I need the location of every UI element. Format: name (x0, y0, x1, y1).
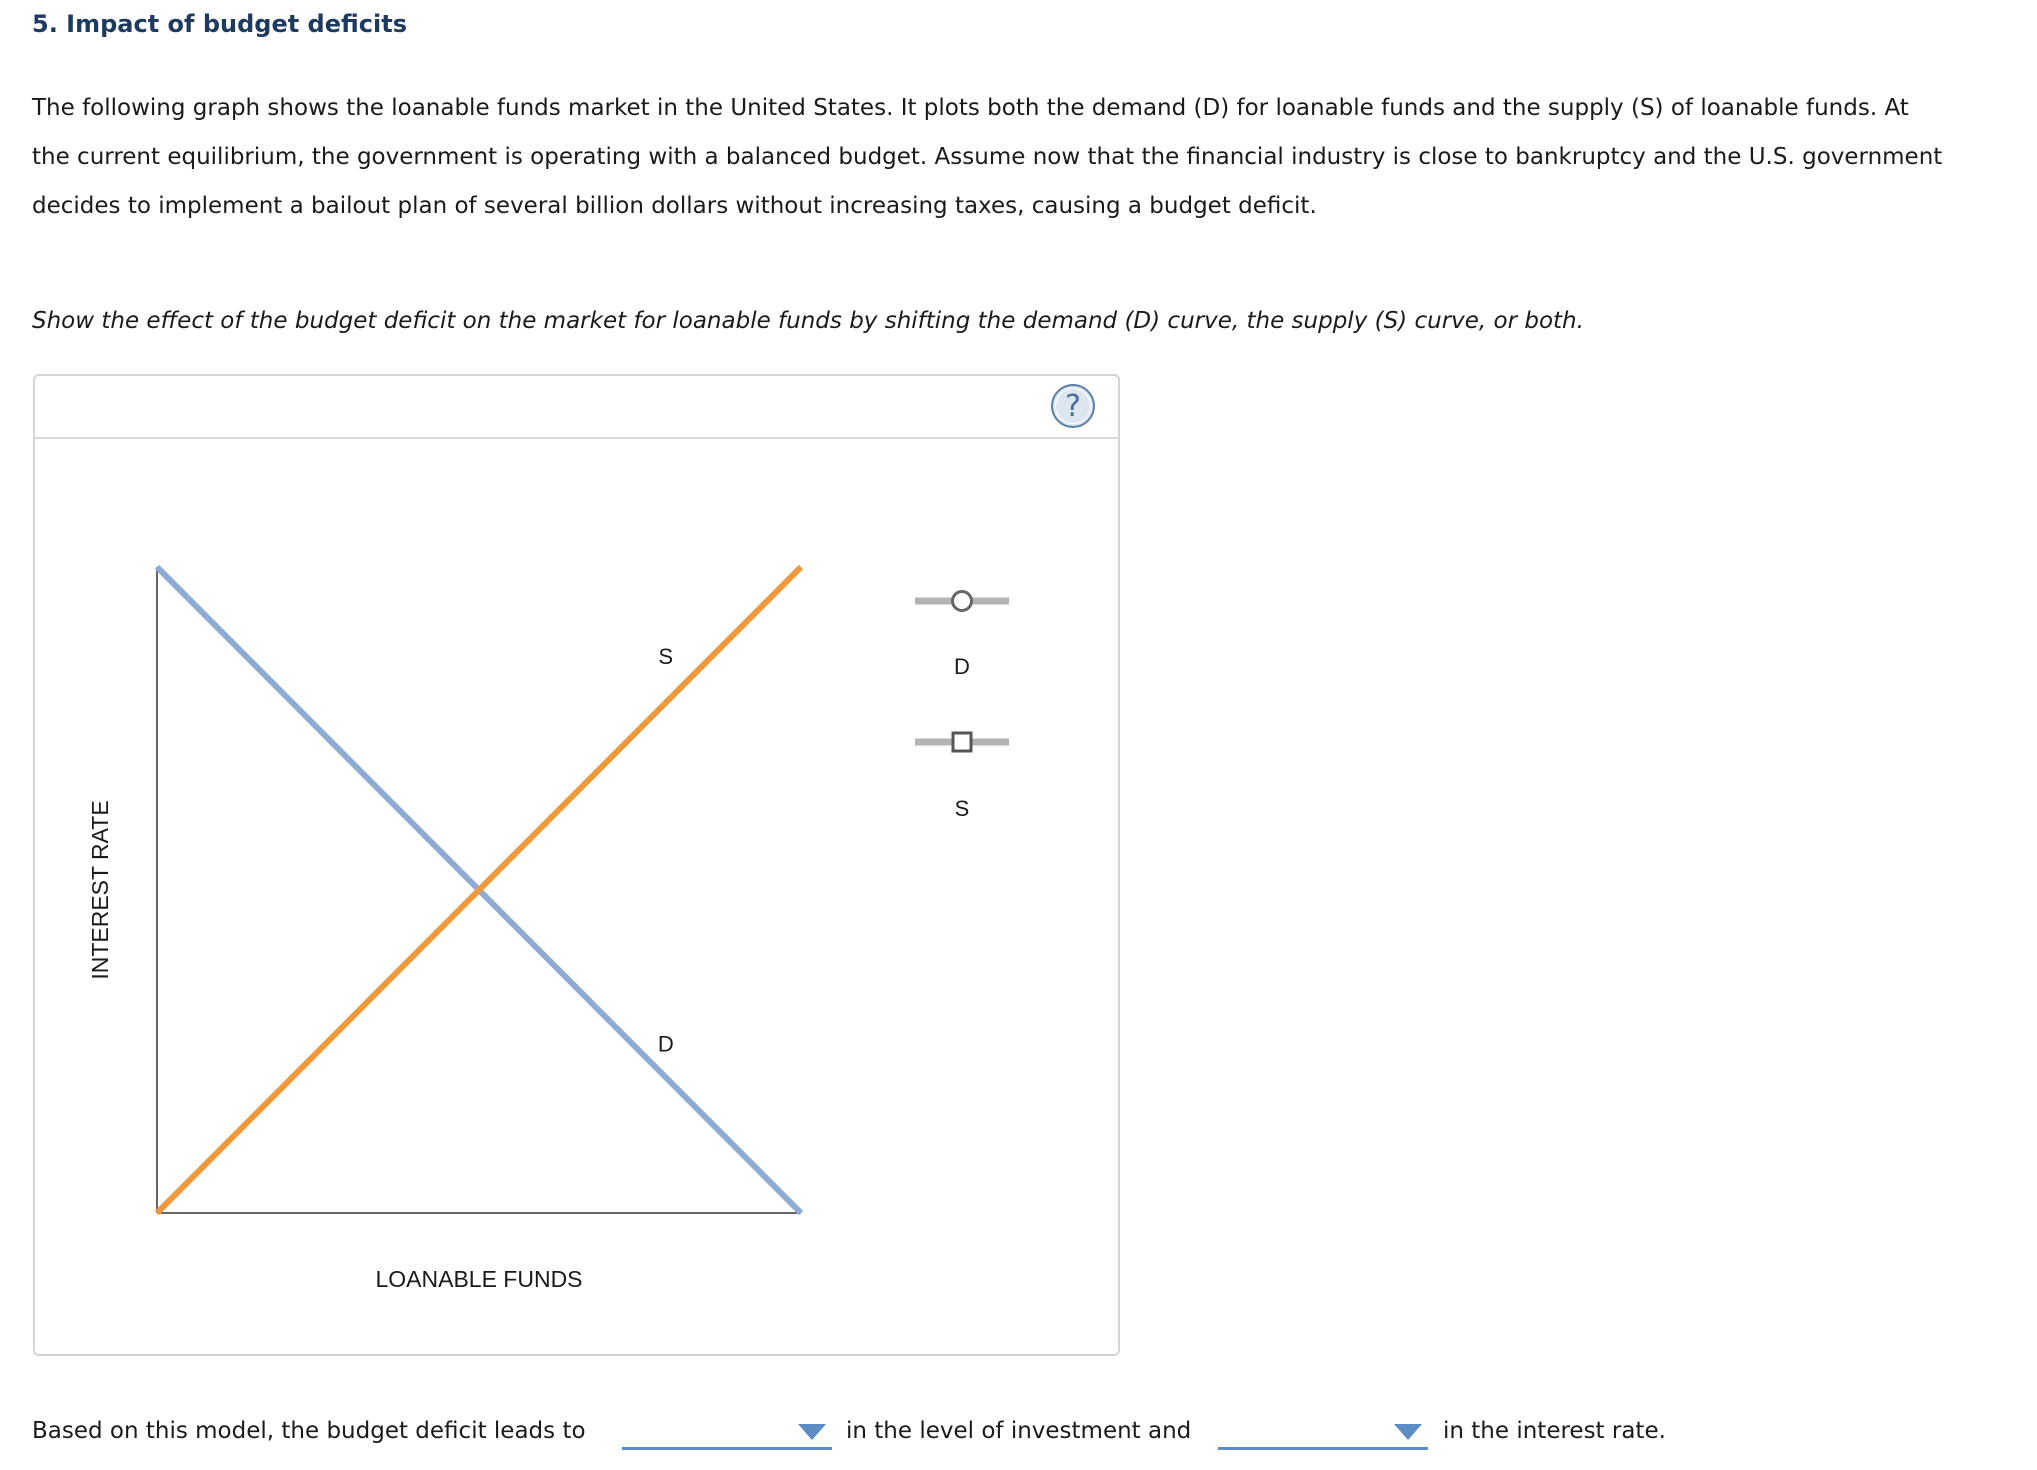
question-title: 5. Impact of budget deficits (32, 10, 408, 38)
interest-rate-dropdown[interactable] (1218, 1412, 1428, 1450)
answer-suffix: in the interest rate. (1443, 1418, 1666, 1444)
supply-curve-label: S (658, 643, 674, 669)
graph-panel (33, 374, 1120, 1356)
answer-prefix: Based on this model, the budget deficit leads to (32, 1418, 586, 1444)
answer-middle: in the level of investment and (846, 1418, 1192, 1444)
question-paragraph: The following graph shows the loanable funds market in the United States. It plots both the demand (D) for loanable funds and the supply (S) of loanable funds. At the current equilibrium, the government is operating with a balanced budget. Assume now that the financial industry is close to bankruptcy and the U.S. government decides to implement a bailout plan of several billion dollars without increasing taxes, causing a budget deficit. (32, 95, 1943, 219)
investment-dropdown[interactable] (622, 1412, 832, 1450)
question-instruction: Show the effect of the budget deficit on the market for loanable funds by shifting the demand (D) curve, the supply (S) curve, or both. (32, 308, 1584, 334)
help-icon: ? (1065, 388, 1081, 424)
chevron-down-icon (798, 1424, 826, 1440)
demand-tool-circle-icon (953, 592, 972, 611)
y-axis-label: INTEREST RATE (87, 800, 113, 980)
supply-tool-square-icon (953, 733, 971, 751)
demand-shift-tool[interactable] (915, 592, 1009, 611)
supply-shift-tool[interactable] (915, 733, 1009, 751)
loanable-funds-graph (35, 376, 1118, 1354)
x-axis-label: LOANABLE FUNDS (375, 1266, 583, 1292)
demand-tool-label: D (954, 654, 970, 679)
demand-curve-label: D (657, 1031, 674, 1057)
chevron-down-icon (1394, 1424, 1422, 1440)
supply-tool-label: S (954, 796, 970, 821)
